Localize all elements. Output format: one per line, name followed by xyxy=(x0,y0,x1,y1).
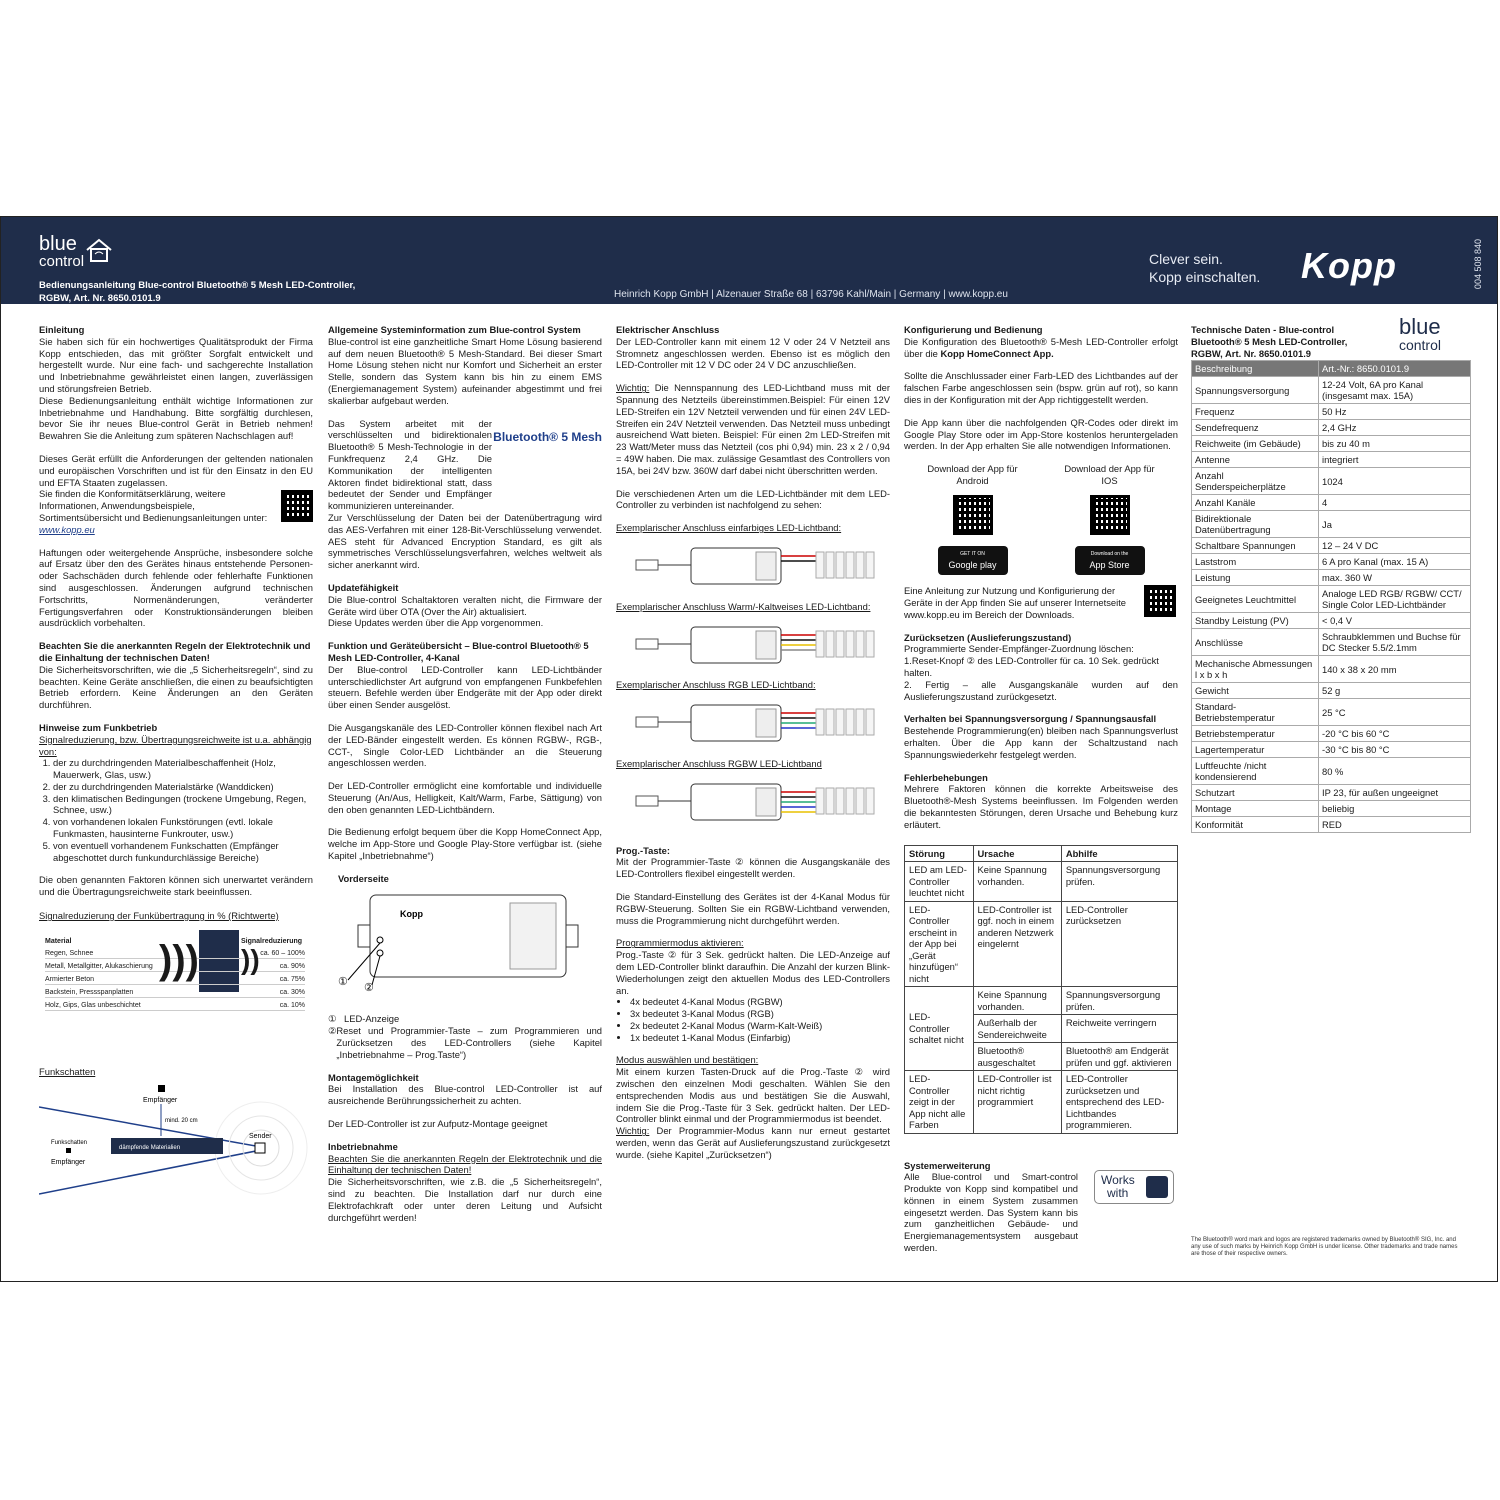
wall-block xyxy=(199,930,239,992)
kopp-link[interactable]: www.kopp.eu xyxy=(39,523,95,535)
signal-material: Armierter Beton xyxy=(45,975,95,983)
table-row: Spannungsversorgung 12-24 Volt, 6A pro Kanal (insgesamt max. 15A) xyxy=(1192,377,1471,404)
signal-waves-weak-icon: )) xyxy=(241,943,260,975)
radio-shadow-diagram xyxy=(39,1082,313,1202)
svg-text:Empfänger: Empfänger xyxy=(51,1158,86,1166)
svg-text:①: ① xyxy=(338,975,348,988)
qr-code xyxy=(281,490,313,522)
signal-material: Holz, Gips, Glas unbeschichtet xyxy=(45,1001,141,1009)
column-system: Allgemeine Systeminformation zum Blue-control System Blue-control ist eine ganzheitliche Smart Home Lösung basierend auf dem neuen Bluetooth® 5 Mesh-Standard. Bei dieser Smart Home Lösung stehen nicht nur Komfort und Sicherheit an erster Stelle, sondern das System kann bis hin zu einem EMS (Energiemanagement System) aufeinander abgestimmt und frei skalierbar aufgebaut werden. Das System arbeitet mit der verschlüsselten und bidirektionalen Bluetooth® 5 Mesh-Technologie in der Funkfrequenz 2,4 GHz. Die Kommunikation der intelligenten Aktoren findet bidirektional statt, dass bedeutet der Sender und Empfänger kommunizieren untereinander. Bluetooth® 5 Mesh Zur Verschlüsselung der Daten bei der Datenübertragung wird das AES-Verfahren mit einer 128-Bit-Verschlüsselung verwendet. AES steht für Advanced Encryption Standard, es gilt als symmetrisches Verschlüsselungsverfahren, welches weltweit als sicher anerkannt wird. Updatefähigkeit Die Blue-control Schaltaktoren veralten nicht, die Firmware der Geräte wird über OTA (Over the Air) aktualisiert. Diese Updates werden über die App vorgenommen. Funktion und Geräteübersicht – Blue-control Bluetooth® 5 Mesh LED-Controller, 4-Kanal Der Blue-control LED-Controller kann LED-Lichtbänder unterschiedlichster Art aufgrund von empfangenen Funkbefehlen steuern. Befehle werden über Endgeräte mit der App oder direkt über einen Sender ausgelöst. Die Ausgangskanäle des LED-Controller können flexibel nach Art der LED-Bänder eingestellt werden. Es können RGBW-, RGB-, CCT-, Single Color-LED Lichtbänder an die Steuerung angeschlossen werden. Der LED-Controller ermöglicht eine komfortable und individuelle Steuerung (An/Aus, Helligkeit, Kalt/Warm, Farbe, Sättigung) von den oben genannten LED-Lichtbändern. Die Bedienung erfolgt bequem über die Kopp HomeConnect App, welche im App-Store und Google Play-Store verfügbar ist. (siehe Kapitel „Inbetriebnahme“) Vorderseite ① ② Kopp ① LED-Anzeige ② Reset und Programmier-Taste – zum Programmieren und Zurücksetzen des LED-Controllers (siehe Kapitel „Inbetriebnahme – Prog.Taste“) Montagemöglichkeit Bei Installation des Blue-control LED-Controller ist auf ausreichende Berührungssicherheit zu achten. Der LED-Controller ist zur Aufputz-Montage geeignet Inbetriebnahme Beachten Sie die anerkannten Regeln der Elektrotechnik und die Einhaltung der technischen Daten! Die Sicherheitsvorschriften, wie z.B. die „5 Sicherheitsregeln“, sind zu beachten. Die Installation darf nur durch eine Elektrofachkraft oder unter deren Leitung und Aufsicht durchgeführt werden! xyxy=(328,324,602,1223)
wiring-rgbw xyxy=(616,770,890,834)
bluetooth-logo: Bluetooth® 5 Mesh xyxy=(493,429,602,444)
table-row: Anzahl Senderspeicherplätze 1024 xyxy=(1192,468,1471,495)
google-play-badge[interactable]: GET IT ON Google play xyxy=(938,546,1008,576)
header-band xyxy=(1,217,1497,304)
column-electrical: Elektrischer Anschluss Der LED-Controller kann mit einem 12 V oder 24 V Netzteil ans Stromnetz angeschlossen werden. Ebenso ist es möglich den LED-Controller mit 12 V DC oder 24 V DC anzuschließen. Wichtig: Die Nennspannung des LED-Lichtband muss mit der Spannung des Netzteils übereinstimmen.Beispiel: Für einen 12V LED-Streifen ein 12V Netzteil verwenden und für einen 24V LED-Streifen ein 24V Netzteil verwenden. Das Netzteil muss unbedingt ausreichend Watt bieten. Beispiel: Für einen 2m LED-Streifen mit 23 Watt/Meter muss das Netzteil (cos phi 0,94) min. 23 x 2 / 0,94 = 49W haben. Die max. zulässige Gesamtlast des Controllers von 15A, bei 24V bzw. 360W darf dabei nicht überschritten werden. Die verschiedenen Arten um die LED-Lichtbänder mit dem LED-Controller zu verbinden ist nachfolgend zu sehen: Exemplarischer Anschluss einfarbiges LED-Lichtband: Exemplarischer Anschluss Warm/-Kaltweises LED-Lichtband: Exemplarischer Anschluss RGB LED-Lichtband: Exemplarischer Anschluss RGBW LED-Lichtband Prog.-Taste: Mit der Programmier-Taste ② können die Ausgangskanäle des LED-Controllers flexibel eingestellt werden. Die Standard-Einstellung des Gerätes ist der 4-Kanal Modus für RGBW-Steuerung. Sollten Sie ein RGBW-Lichtband verwenden, muss die Programmierung nicht durchgeführt werden. Programmiermodus aktivieren: Prog.-Taste ② für 3 Sek. gedrückt halten. Die LED-Anzeige auf dem LED-Controller blinkt daraufhin. Die Anzahl der kurzen Blink-Wiederholungen zeigt den aktuellen Modus des LED-Controllers an. • 4x bedeutet 4-Kanal Modus (RGBW) • 3x bedeutet 3-Kanal Modus (RGB) • 2x bedeutet 2-Kanal Modus (Warm-Kalt-Weiß) • 1x bedeutet 1-Kanal Modus (Einfarbig) Modus auswählen und bestätigen: Mit einem kurzen Tasten-Druck auf die Prog.-Taste ② wird zwischen den einzelnen Modi geschalten. Wählen Sie den entsprechenden Modis aus und bestätigen Sie die Auswahl, indem Sie die Prog.-Taste für 3 Sek. gedrückt halten. Der LED-Controller blinkt einmal und der Programmiermodus ist beendet. Wichtig: Der Programmier-Modus kann nur erneut gestartet werden, wenn das Gerät auf Auslieferungszustand zurückgesetzt wurde. (siehe Kapitel „Zurücksetzen“) xyxy=(616,324,890,1172)
svg-text:Kopp: Kopp xyxy=(400,908,423,919)
signal-material: Metall, Metallgitter, Alukaschierung xyxy=(45,962,153,970)
mode-list xyxy=(616,996,890,1043)
controller-front-drawing xyxy=(328,885,602,1005)
table-row: Anschlüsse Schraubklemmen und Buchse für DC Stecker 5.5/2.1mm xyxy=(1192,629,1471,656)
table-row: Lagertemperatur -30 °C bis 80 °C xyxy=(1192,742,1471,758)
table-row: Frequenz 50 Hz xyxy=(1192,404,1471,420)
list-item: 1. der zu durchdringenden Materialbeschaffenheit (Holz, Mauerwerk, Glas, usw.) xyxy=(53,757,313,781)
table-row: Standby Leistung (PV) < 0,4 V xyxy=(1192,613,1471,629)
list-item: 3. den klimatischen Bedingungen (trockene Umgebung, Regen, Schnee, usw.) xyxy=(53,793,313,817)
blue-control-logo: blue control xyxy=(39,233,85,270)
company-address: Heinrich Kopp GmbH | Alzenauer Straße 68 | 63796 Kahl/Main | Germany | www.kopp.eu xyxy=(614,289,1008,300)
table-row: Schutzart IP 23, für außen ungeeignet xyxy=(1192,785,1471,801)
table-row: Betriebstemperatur -20 °C bis 60 °C xyxy=(1192,726,1471,742)
list-item: 4. von vorhandenen lokalen Funkstörungen (evtl. lokale Funkmasten, hausinterne Funkrouter, usw.) xyxy=(53,816,313,840)
table-row: Luftfeuchte /nicht kondensierend 80 % xyxy=(1192,758,1471,785)
signal-value: ca. 90% xyxy=(279,962,305,970)
slogan: Clever sein. Kopp einschalten. xyxy=(1149,251,1261,285)
mode-item: • 4x bedeutet 4-Kanal Modus (RGBW) xyxy=(630,996,890,1008)
table-row: Montage beliebig xyxy=(1192,801,1471,817)
signal-value: ca. 75% xyxy=(279,975,305,983)
table-row: Leistung max. 360 W xyxy=(1192,570,1471,586)
table-row: Geeignetes Leuchtmittel Analoge LED RGB/ RGBW/ CCT/ Single Color LED-Lichtbänder xyxy=(1192,586,1471,613)
table-row: Antenne integriert xyxy=(1192,452,1471,468)
svg-text:Sender: Sender xyxy=(249,1132,272,1140)
svg-text:Funkschatten: Funkschatten xyxy=(51,1139,88,1146)
blue-control-logo-small: blue control xyxy=(1398,314,1441,353)
table-row: Laststrom 6 A pro Kanal (max. 15 A) xyxy=(1192,554,1471,570)
column-intro: Einleitung Sie haben sich für ein hochwertiges Qualitätsprodukt der Firma Kopp entschieden, das mit größter Sorgfalt entwickelt und hergestellt wurde. Nur eine fach- und sachgerechte Installation und Inbetriebnahme gewährleistet einen langen, zuverlässigen und störungsfreien Betrieb. Diese Bedienungsanleitung enthält wichtige Informationen zur Inbetriebnahme und Handhabung. Bitte sorgfältig durchlesen, bevor Sie ihr neues Blue-control Gerät in Betrieb nehmen! Bewahren Sie die Anleitung zum späteren Nachschlagen auf! Dieses Gerät erfüllt die Anforderungen der geltenden nationalen und europäischen Vorschriften und ist für den Einsatz in den EU und EFTA Staaten zugelassen. Sie finden die Konformitätserklärung, weitere Informationen, Anwendungsbeispiele, Sortimentsübersicht und Bedienungsanleitungen unter: www.kopp.eu Haftungen oder weitergehende Ansprüche, insbesondere solche auf Ersatz über den des Gerätes hinaus entstehende Personen- oder Sachschäden durch fehlende oder fehlerhafte Funktionen sind ausgeschlossen. Änderungen aufgrund technischen Fortschritts, Normenänderungen, veränderter Fertigungsverfahren oder Konstruktionsänderungen bleiben ausdrücklich vorbehalten. Beachten Sie die anerkannten Regeln der Elektrotechnik und die Einhaltung der technischen Daten! Die Sicherheitsvorschriften, wie die „5 Sicherheitsregeln“, sind zu beachten. Keine Geräte anschließen, die einen zu beaufsichtigten Betrieb erfordern. Keine Änderungen an den Geräten durchführen. Hinweise zum Funkbetrieb Signalreduzierung, bzw. Übertragungsreichweite ist u.a. abhängig von: 1. der zu durchdringenden Materialbeschaffenheit (Holz, Mauerwerk, Glas, usw.) 2. der zu durchdringenden Materialstärke (Wanddicken) 3. den klimatischen Bedingungen (trockene Umgebung, Regen, Schnee, usw.) 4. von vorhandenen lokalen Funkstörungen (evtl. lokale Funkmasten, hausinterne Funkrouter, usw.) 5. von eventuell vorhandenem Funkschatten (Empfänger abgeschottet durch funkundurchlässige Bereiche) Die oben genannten Faktoren können sich unerwartet verändern und die Übertragungsreichweite stark beeinflussen. Signalreduzierung der Funkübertragung in % (Richtwerte) Material Signalreduzierung Regen, Schnee ca. 60 – 100% Metall, Metallgitter, Alukaschierung ca. 90% Armierter Beton ca. 75% Backstein, Pressspanplatten ca. 30% Holz, Gips, Glas unbeschichtet ca. 10% ))) )) Funkschatten dämpfende Materialien Sender Empfänger mind. 20 cm Funkschatten Empfänger xyxy=(39,324,313,1204)
table-row: Standard-Betriebstemperatur 25 °C xyxy=(1192,699,1471,726)
table-row: Anzahl Kanäle 4 xyxy=(1192,495,1471,511)
troubleshooting-table: Störung Ursache Abhilfe LED am LED-Controller leuchtet nicht Keine Spannung vorhanden. Spannungsversorgung prüfen. LED-Controller erscheint in der App bei „Gerät hinzufügen“ nicht LED-Controller ist ggf. noch in einem anderen Netzwerk eingelernt LED-Controller zurücksetzen LED-Controller schaltet nicht Keine Spannung vorhanden. Spannungsversorgung prüfen. Außerhalb der Sendereichweite Reichweite verringern Bluetooth® ausgeschaltet Bluetooth® am Endgerät prüfen und ggf. aktivieren LED-Controller zeigt in der App nicht alle Farben LED-Controller ist nicht richtig programmiert LED-Controller zurücksetzen und entsprechend des LED-Lichtbandes programmieren. xyxy=(904,845,1178,1134)
svg-text:mind. 20 cm: mind. 20 cm xyxy=(165,1117,198,1124)
works-with-badge: Works with xyxy=(1094,1170,1174,1204)
signal-waves-icon: ))) xyxy=(159,937,199,982)
technical-data-table: Beschreibung Art.-Nr.: 8650.0101.9 Spannungsversorgung 12-24 Volt, 6A pro Kanal (insgesamt max. 15A) Frequenz 50 Hz Sendefrequenz 2,4 GHz Reichweite (im Gebäude) bis zu 40 m Antenne integriert Anzahl Senderspeicherplätze 1024 Anzahl Kanäle 4 Bidirektionale Datenübertragung Ja Schaltbare Spannungen 12 – 24 V DC Laststrom 6 A pro Kanal (max. 15 A) Leistung max. 360 W Geeignetes Leuchtmittel Analoge LED RGB/ RGBW/ CCT/ Single Color LED-Lichtbänder Standby Leistung (PV) < 0,4 V Anschlüsse Schraubklemmen und Buchse für DC Stecker 5.5/2.1mm Mechanische Abmessungen l x b x h 140 x 38 x 20 mm Gewicht 52 g Standard-Betriebstemperatur 25 °C Betriebstemperatur -20 °C bis 60 °C Lagertemperatur -30 °C bis 80 °C Luftfeuchte /nicht kondensierend 80 % Schutzart IP 23, für außen ungeeignet Montage beliebig Konformität RED xyxy=(1191,360,1471,833)
qr-android xyxy=(953,495,993,535)
signal-value: ca. 30% xyxy=(279,988,305,996)
signal-value: ca. 10% xyxy=(279,1001,305,1009)
kopp-logo: Kopp xyxy=(1301,245,1397,286)
app-store-badge[interactable]: Download on the App Store xyxy=(1075,546,1145,576)
svg-text:②: ② xyxy=(364,981,374,994)
column-tech-data: Technische Daten - Blue-control Bluetooth® 5 Mesh LED-Controller, RGBW, Art. Nr. 8650.0101.9 blue control Beschreibung Art.-Nr.: 8650.0101.9 Spannungsversorgung 12-24 Volt, 6A pro Kanal (insgesamt max. 15A) Frequenz 50 Hz Sendefrequenz 2,4 GHz Reichweite (im Gebäude) bis zu 40 m Antenne integriert Anzahl Senderspeicherplätze 1024 Anzahl Kanäle 4 Bidirektionale Datenübertragung Ja Schaltbare Spannungen 12 – 24 V DC Laststrom 6 A pro Kanal (max. 15 A) Leistung max. 360 W Geeignetes Leuchtmittel Analoge LED RGB/ RGBW/ CCT/ Single Color LED-Lichtbänder Standby Leistung (PV) < 0,4 V Anschlüsse Schraubklemmen und Buchse für DC Stecker 5.5/2.1mm Mechanische Abmessungen l x b x h 140 x 38 x 20 mm Gewicht 52 g Standard-Betriebstemperatur 25 °C Betriebstemperatur -20 °C bis 60 °C Lagertemperatur -30 °C bis 80 °C Luftfeuchte /nicht kondensierend 80 % Schutzart IP 23, für außen ungeeignet Montage beliebig Konformität RED xyxy=(1191,324,1471,833)
wiring-rgb xyxy=(616,691,890,755)
article-code: 004 508 840 xyxy=(1473,239,1483,290)
mode-item: • 3x bedeutet 3-Kanal Modus (RGB) xyxy=(630,1008,890,1020)
signal-material: Backstein, Pressspanplatten xyxy=(45,988,134,996)
trademark-footnote: The Bluetooth® word mark and logos are registered trademarks owned by Bluetooth® SIG, Inc. and any use of such marks by Heinrich Kopp GmbH is under license. Other trademarks and trade names are those of their respective owners. xyxy=(1191,1237,1458,1257)
radio-factors-list xyxy=(39,757,313,863)
table-row: Konformität RED xyxy=(1192,817,1471,833)
table-row: Gewicht 52 g xyxy=(1192,683,1471,699)
svg-text:dämpfende Materialien: dämpfende Materialien xyxy=(119,1144,181,1151)
house-wifi-icon xyxy=(85,237,113,263)
manual-sheet xyxy=(0,216,1498,1282)
signal-value: ca. 60 – 100% xyxy=(260,949,305,957)
table-row: Bidirektionale Datenübertragung Ja xyxy=(1192,511,1471,538)
heading-intro: Einleitung xyxy=(39,324,85,335)
signal-reduction-figure: Material Signalreduzierung Regen, Schnee ca. 60 – 100% Metall, Metallgitter, Alukaschierung ca. 90% Armierter Beton ca. 75% Backstein, Pressspanplatten ca. 30% Holz, Gips, Glas unbeschichtet ca. 10% ))) )) xyxy=(39,930,313,1020)
svg-text:Empfänger: Empfänger xyxy=(143,1096,178,1104)
qr-ios xyxy=(1090,495,1130,535)
mode-item: • 1x bedeutet 1-Kanal Modus (Einfarbig) xyxy=(630,1032,890,1044)
qr-downloads xyxy=(1144,585,1176,617)
table-row: Schaltbare Spannungen 12 – 24 V DC xyxy=(1192,538,1471,554)
mode-item: • 2x bedeutet 2-Kanal Modus (Warm-Kalt-Weiß) xyxy=(630,1020,890,1032)
table-row: Reichweite (im Gebäude) bis zu 40 m xyxy=(1192,436,1471,452)
table-row: Mechanische Abmessungen l x b x h 140 x 38 x 20 mm xyxy=(1192,656,1471,683)
wiring-single-color xyxy=(616,534,890,598)
column-config: Konfigurierung und Bedienung Die Konfiguration des Bluetooth® 5-Mesh LED-Controller erfolgt über die Kopp HomeConnect App. Sollte die Anschlussader einer Farb-LED des Lichtbandes auf der falschen Farbe angeschlossen sein (bspw. grün auf rot), so kann dies in der Konfiguration mit der App richtiggestellt werden. Die App kann über die nachfolgenden QR-Codes oder direkt im Google Play Store oder im App-Store kostenlos heruntergeladen werden. In der App erhalten Sie alle notwendigen Informationen. Download der App für Android GET IT ON Google play Download der App für IOS Download on the App Store Eine Anleitung zur Nutzung und Konfigurierung der Geräte in der App finden Sie auf unserer Internetseite www.kopp.eu im Bereich der Downloads. Zurücksetzen (Auslieferungszustand) Programmierte Sender-Empfänger-Zuordnung löschen: 1.Reset-Knopf ② des LED-Controller für ca. 10 Sek. gedrückt halten. 2. Fertig – alle Ausgangskanäle wurden auf den Auslieferungszustand zurückgesetzt. Verhalten bei Spannungsversorgung / Spannungsausfall Bestehende Programmierung(en) bleiben nach Spannungsverlust erhalten. Über die App kann der Schaltzustand nach Spannungswiederkehr festgelegt werden. Fehlerbehebungen Mehrere Faktoren können die korrekte Arbeitsweise des Bluetooth®-Mesh Systems beeinflussen. Im Folgenden werden die bekanntesten Störungen, deren Ursache und Behebung kurz erläutert. Störung Ursache Abhilfe LED am LED-Controller leuchtet nicht Keine Spannung vorhanden. Spannungsversorgung prüfen. LED-Controller erscheint in der App bei „Gerät hinzufügen“ nicht LED-Controller ist ggf. noch in einem anderen Netzwerk eingelernt LED-Controller zurücksetzen LED-Controller schaltet nicht Keine Spannung vorhanden. Spannungsversorgung prüfen. Außerhalb der Sendereichweite Reichweite verringern Bluetooth® ausgeschaltet Bluetooth® am Endgerät prüfen und ggf. aktivieren LED-Controller zeigt in der App nicht alle Farben LED-Controller ist nicht richtig programmiert LED-Controller zurücksetzen und entsprechend des LED-Lichtbandes programmieren. Systemerweiterung Alle Blue-control und Smart-control Produkte von Kopp sind kompatibel und können in einem System zusammen eingesetzt werden. Das System kann bis zum ganzheitlichen Gebäude- und Energiemanagementsystem ausgebaut werden. Works with xyxy=(904,324,1178,1254)
list-item: 2. der zu durchdringenden Materialstärke (Wanddicken) xyxy=(53,781,313,793)
list-item: 5. von eventuell vorhandenem Funkschatten (Empfänger abgeschottet durch funkundurchlässige Bereiche) xyxy=(53,840,313,864)
header-title: Bedienungsanleitung Blue-control Bluetooth® 5 Mesh LED-Controller, RGBW, Art. Nr. 8650.0101.9 xyxy=(39,280,356,304)
signal-material: Regen, Schnee xyxy=(45,949,94,957)
wiring-warm-cold xyxy=(616,613,890,677)
table-row: Sendefrequenz 2,4 GHz xyxy=(1192,420,1471,436)
